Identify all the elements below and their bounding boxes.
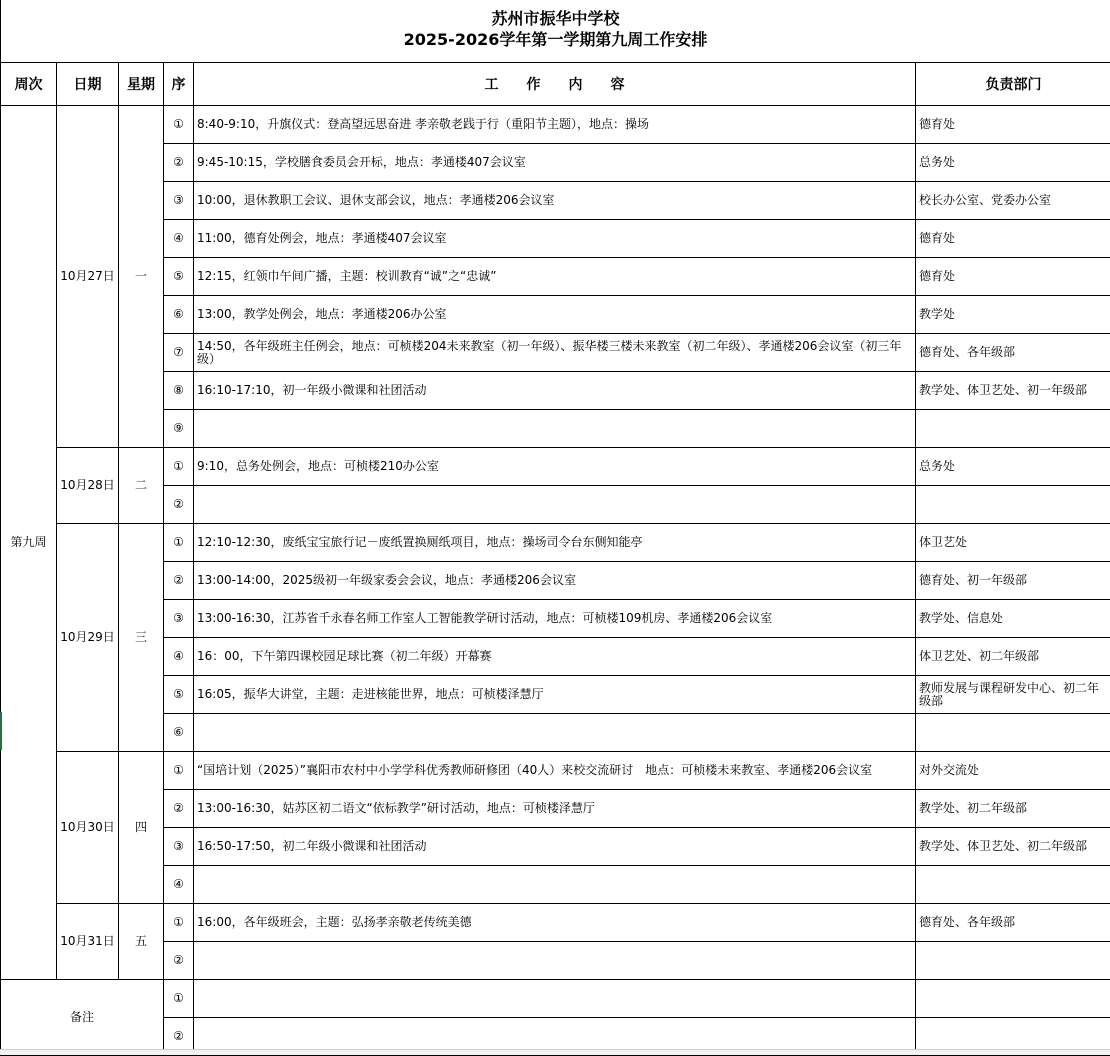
content-cell[interactable]: 13:00-14:00，2025级初一年级家委会会议，地点：孝通楼206会议室 — [194, 562, 916, 600]
seq-cell[interactable]: ⑤ — [164, 676, 194, 714]
weekday-cell[interactable]: 一 — [119, 106, 164, 448]
content-cell[interactable]: 16:05，振华大讲堂，主题：走进核能世界，地点：可桢楼泽慧厅 — [194, 676, 916, 714]
dept-cell[interactable]: 教学处、体卫艺处、初二年级部 — [916, 828, 1110, 866]
content-cell[interactable]: 8:40-9:10，升旗仪式：登高望远思奋进 孝亲敬老践于行（重阳节主题），地点：操场 — [194, 106, 916, 144]
seq-cell[interactable]: ④ — [164, 220, 194, 258]
schedule-subtitle: 2025-2026学年第一学期第九周工作安排 — [1, 29, 1110, 50]
seq-cell[interactable]: ④ — [164, 866, 194, 904]
table-row — [1, 904, 1110, 942]
seq-cell[interactable]: ① — [164, 448, 194, 486]
weekday-cell[interactable]: 五 — [119, 904, 164, 980]
dept-cell[interactable] — [916, 866, 1110, 904]
seq-cell[interactable]: ③ — [164, 600, 194, 638]
seq-cell[interactable]: ③ — [164, 182, 194, 220]
table-row — [1, 258, 1110, 296]
content-cell[interactable]: 10:00，退休教职工会议、退休支部会议，地点：孝通楼206会议室 — [194, 182, 916, 220]
seq-cell[interactable]: ① — [164, 904, 194, 942]
dept-cell[interactable]: 德育处、初一年级部 — [916, 562, 1110, 600]
header-week[interactable]: 周次 — [1, 63, 57, 106]
dept-cell[interactable]: 教学处、信息处 — [916, 600, 1110, 638]
content-cell[interactable] — [194, 410, 916, 448]
content-cell[interactable] — [194, 866, 916, 904]
week-cell[interactable]: 第九周 — [1, 106, 57, 980]
dept-cell[interactable]: 校长办公室、党委办公室 — [916, 182, 1110, 220]
header-date[interactable]: 日期 — [57, 63, 119, 106]
seq-cell[interactable]: ① — [164, 106, 194, 144]
header-seq[interactable]: 序 — [164, 63, 194, 106]
content-cell[interactable]: 9:10，总务处例会，地点：可桢楼210办公室 — [194, 448, 916, 486]
date-cell[interactable]: 10月29日 — [57, 524, 119, 752]
content-cell[interactable] — [194, 980, 916, 1018]
content-cell[interactable]: 13:00-16:30，姑苏区初二语文“依标教学”研讨活动，地点：可桢楼泽慧厅 — [194, 790, 916, 828]
content-cell[interactable]: 12:10-12:30，废纸宝宝旅行记－废纸置换厕纸项目，地点：操场司令台东侧知能亭 — [194, 524, 916, 562]
table-row — [1, 296, 1110, 334]
dept-cell[interactable]: 德育处 — [916, 220, 1110, 258]
header-row — [1, 63, 1110, 106]
dept-cell[interactable]: 教师发展与课程研发中心、初二年级部 — [916, 676, 1110, 714]
table-row — [1, 562, 1110, 600]
dept-cell[interactable] — [916, 942, 1110, 980]
dept-cell[interactable]: 对外交流处 — [916, 752, 1110, 790]
seq-cell[interactable]: ⑥ — [164, 714, 194, 752]
seq-cell[interactable]: ③ — [164, 828, 194, 866]
content-cell[interactable]: “国培计划（2025）”襄阳市农村中小学学科优秀教师研修团（40人）来校交流研讨 地点：可桢楼未来教室、孝通楼206会议室 — [194, 752, 916, 790]
content-cell[interactable]: 13:00，教学处例会，地点：孝通楼206办公室 — [194, 296, 916, 334]
table-row — [1, 334, 1110, 372]
table-row — [1, 448, 1110, 486]
weekday-cell[interactable]: 四 — [119, 752, 164, 904]
content-cell[interactable]: 14:50，各年级班主任例会，地点：可桢楼204未来教室（初一年级）、振华楼三楼未来教室（初二年级）、孝通楼206会议室（初三年级） — [194, 334, 916, 372]
seq-cell[interactable]: ① — [164, 980, 194, 1018]
dept-cell[interactable] — [916, 980, 1110, 1018]
table-row — [1, 828, 1110, 866]
table-row — [1, 372, 1110, 410]
dept-cell[interactable]: 德育处、各年级部 — [916, 334, 1110, 372]
dept-cell[interactable]: 教学处、体卫艺处、初一年级部 — [916, 372, 1110, 410]
seq-cell[interactable]: ⑦ — [164, 334, 194, 372]
seq-cell[interactable]: ⑤ — [164, 258, 194, 296]
seq-cell[interactable]: ② — [164, 790, 194, 828]
weekday-cell[interactable]: 二 — [119, 448, 164, 524]
date-cell[interactable]: 10月27日 — [57, 106, 119, 448]
dept-cell[interactable]: 教学处 — [916, 296, 1110, 334]
table-row — [1, 524, 1110, 562]
date-cell[interactable]: 10月30日 — [57, 752, 119, 904]
content-cell[interactable]: 16：00，下午第四课校园足球比赛（初二年级）开幕赛 — [194, 638, 916, 676]
content-cell[interactable]: 13:00-16:30，江苏省千永春名师工作室人工智能教学研讨活动，地点：可桢楼109机房、孝通楼206会议室 — [194, 600, 916, 638]
weekday-cell[interactable]: 三 — [119, 524, 164, 752]
seq-cell[interactable]: ② — [164, 486, 194, 524]
seq-cell[interactable]: ⑥ — [164, 296, 194, 334]
table-row — [1, 220, 1110, 258]
header-dept[interactable]: 负责部门 — [916, 63, 1110, 106]
content-cell[interactable]: 16:50-17:50，初二年级小微课和社团活动 — [194, 828, 916, 866]
seq-cell[interactable]: ② — [164, 1018, 194, 1056]
dept-cell[interactable] — [916, 486, 1110, 524]
table-row — [1, 106, 1110, 144]
remarks-label[interactable]: 备注 — [1, 980, 164, 1056]
table-row — [1, 486, 1110, 524]
header-content[interactable]: 工 作 内 容 — [194, 63, 916, 106]
table-row — [1, 182, 1110, 220]
table-row — [1, 600, 1110, 638]
schedule-table — [0, 62, 1110, 1056]
content-cell[interactable]: 16:00，各年级班会，主题：弘扬孝亲敬老传统美德 — [194, 904, 916, 942]
header-weekday[interactable]: 星期 — [119, 63, 164, 106]
row-selection-marker — [0, 712, 2, 750]
table-row — [1, 638, 1110, 676]
table-row — [1, 410, 1110, 448]
dept-cell[interactable]: 总务处 — [916, 448, 1110, 486]
content-cell[interactable] — [194, 942, 916, 980]
seq-cell[interactable]: ④ — [164, 638, 194, 676]
table-row — [1, 714, 1110, 752]
dept-cell[interactable]: 体卫艺处 — [916, 524, 1110, 562]
table-row — [1, 866, 1110, 904]
content-cell[interactable] — [194, 486, 916, 524]
date-cell[interactable]: 10月31日 — [57, 904, 119, 980]
dept-cell[interactable]: 德育处、各年级部 — [916, 904, 1110, 942]
sheet-scroll-strip[interactable] — [0, 1049, 1110, 1055]
seq-cell[interactable]: ② — [164, 144, 194, 182]
dept-cell[interactable] — [916, 714, 1110, 752]
dept-cell[interactable] — [916, 410, 1110, 448]
content-cell[interactable]: 12:15，红领巾午间广播，主题：校训教育“诚”之“忠诚” — [194, 258, 916, 296]
date-cell[interactable]: 10月28日 — [57, 448, 119, 524]
seq-cell[interactable]: ⑧ — [164, 372, 194, 410]
table-row — [1, 942, 1110, 980]
seq-cell[interactable]: ① — [164, 524, 194, 562]
dept-cell[interactable]: 德育处 — [916, 258, 1110, 296]
seq-cell[interactable]: ⑨ — [164, 410, 194, 448]
dept-cell[interactable]: 总务处 — [916, 144, 1110, 182]
seq-cell[interactable]: ① — [164, 752, 194, 790]
dept-cell[interactable]: 德育处 — [916, 106, 1110, 144]
content-cell[interactable] — [194, 714, 916, 752]
title-block — [0, 0, 1110, 62]
table-row — [1, 144, 1110, 182]
table-row — [1, 790, 1110, 828]
table-row — [1, 676, 1110, 714]
dept-cell[interactable]: 教学处、初二年级部 — [916, 790, 1110, 828]
content-cell[interactable]: 9:45-10:15，学校膳食委员会开标，地点：孝通楼407会议室 — [194, 144, 916, 182]
school-title: 苏州市振华中学校 — [1, 0, 1110, 29]
content-cell[interactable]: 16:10-17:10，初一年级小微课和社团活动 — [194, 372, 916, 410]
dept-cell[interactable]: 体卫艺处、初二年级部 — [916, 638, 1110, 676]
content-cell[interactable]: 11:00，德育处例会，地点：孝通楼407会议室 — [194, 220, 916, 258]
table-row — [1, 752, 1110, 790]
seq-cell[interactable]: ② — [164, 562, 194, 600]
seq-cell[interactable]: ② — [164, 942, 194, 980]
remarks-row — [1, 980, 1110, 1018]
